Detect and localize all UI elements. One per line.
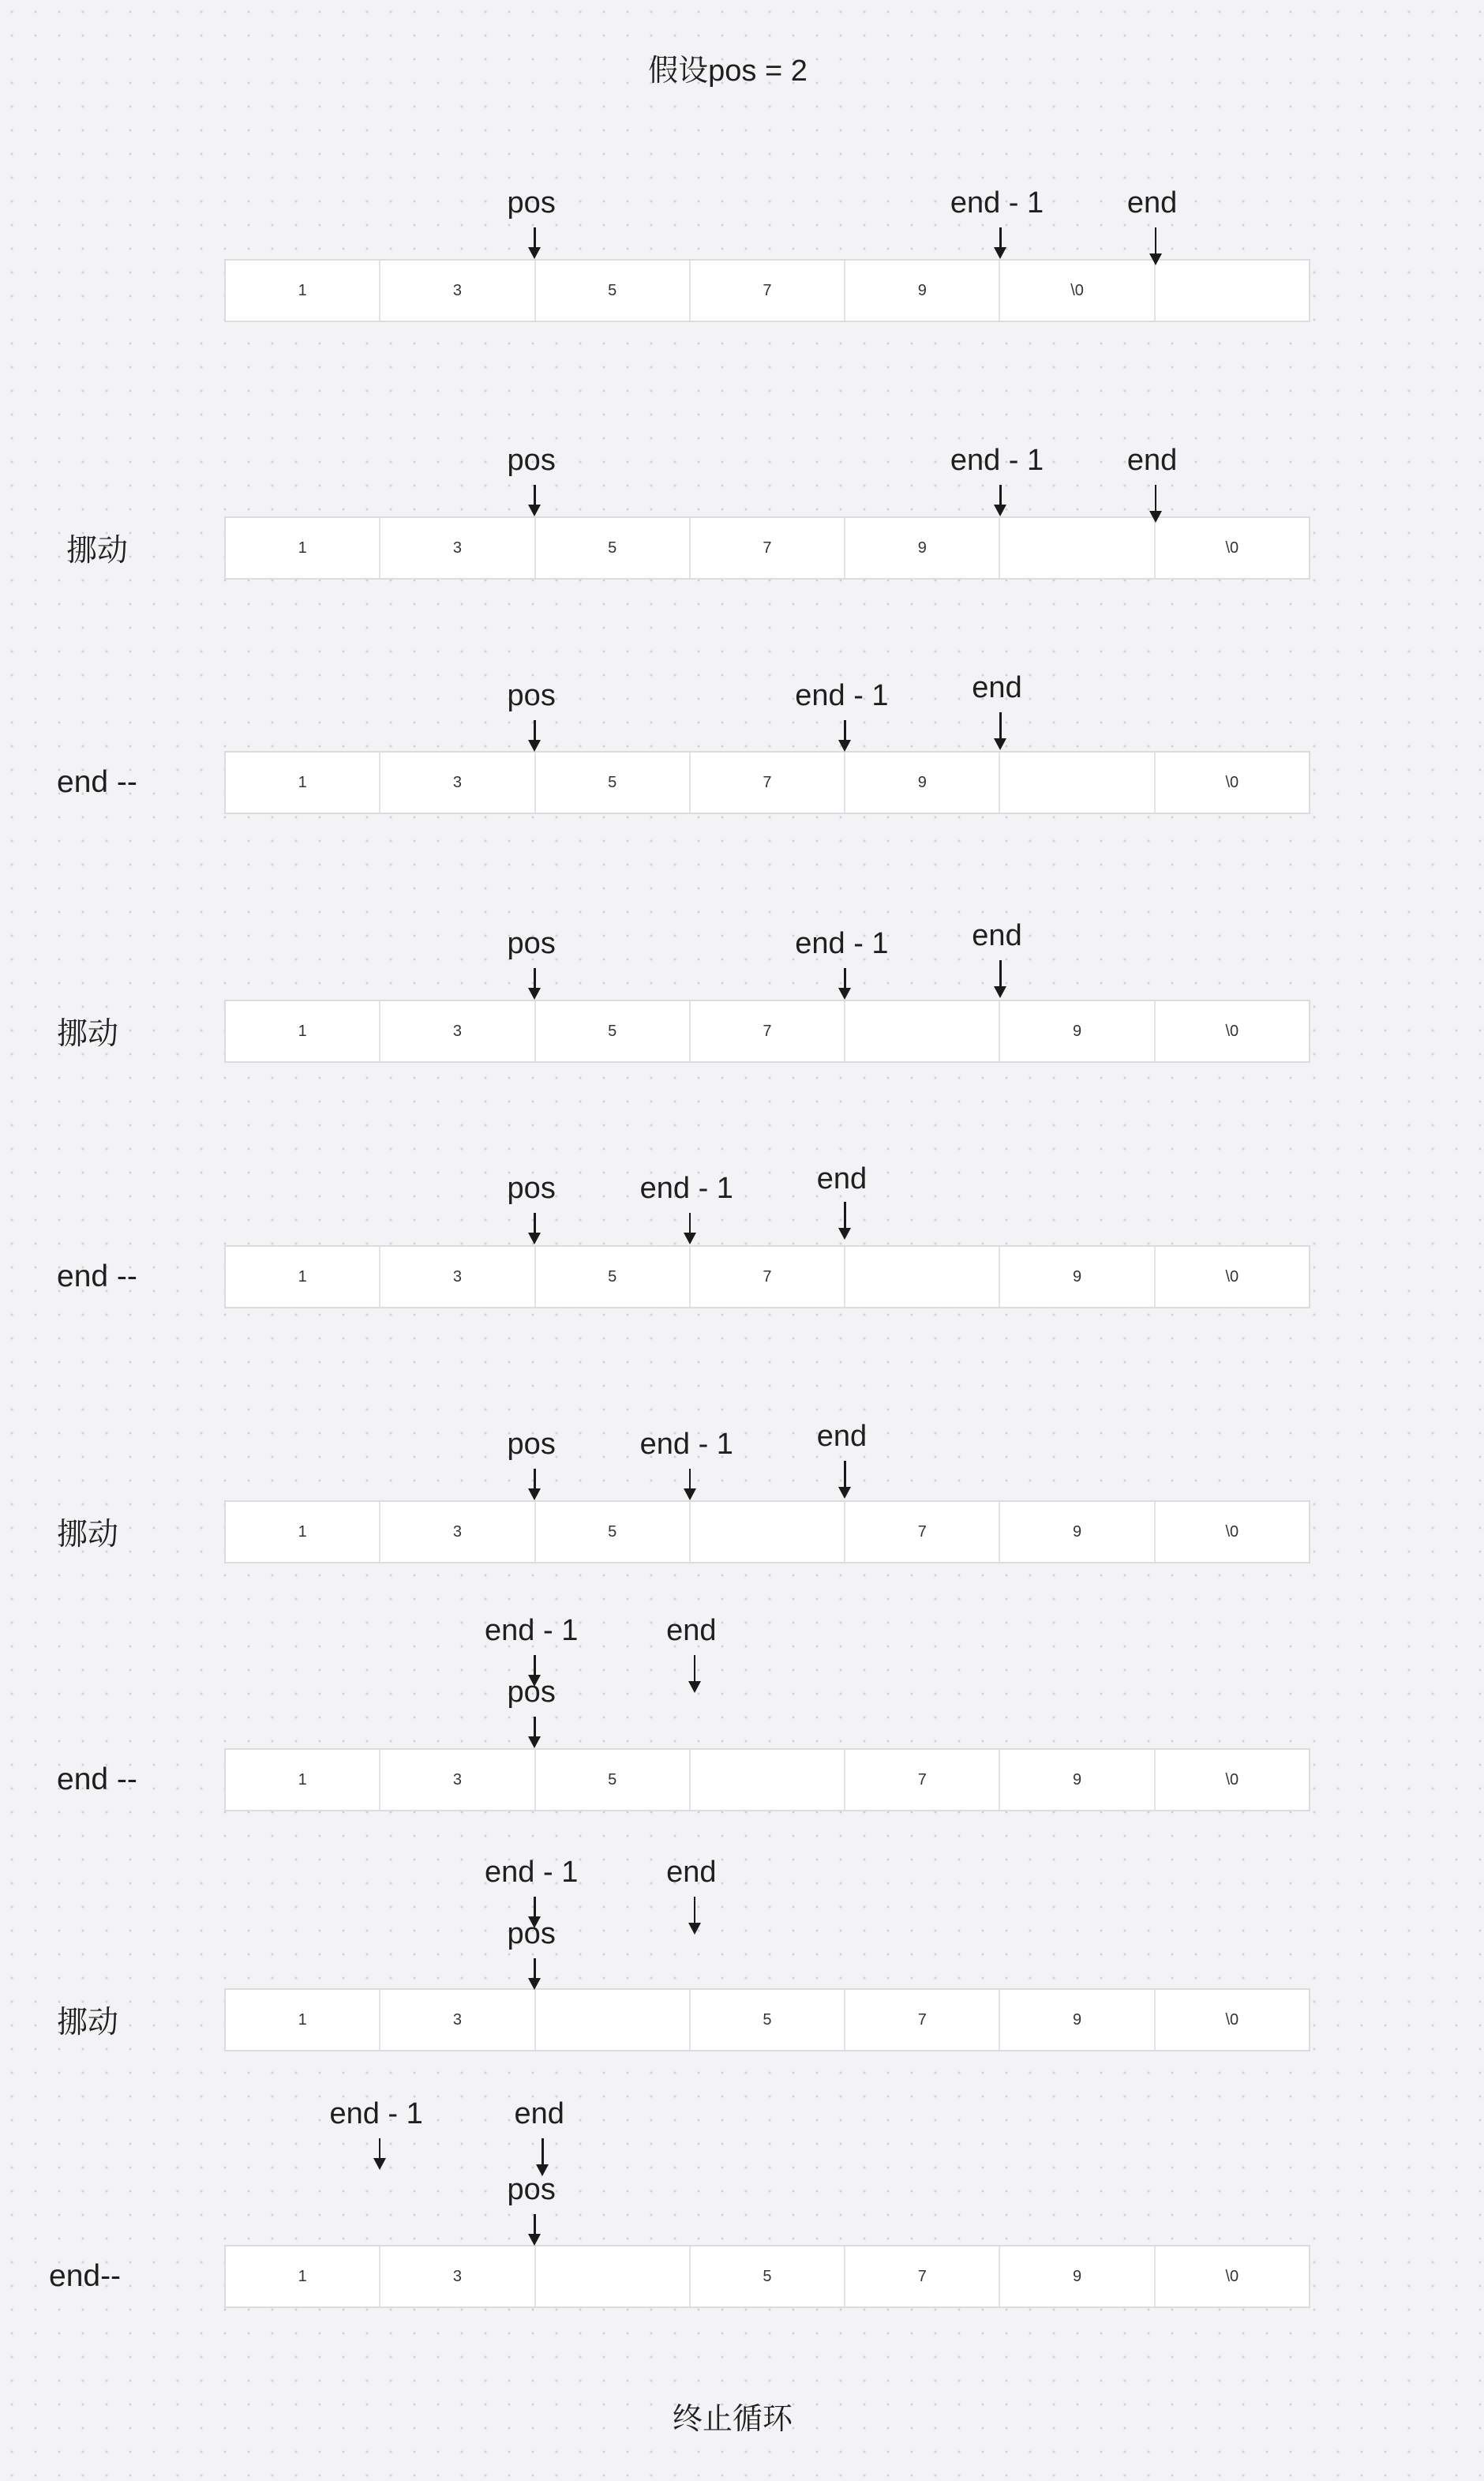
array-cell: 9	[845, 518, 1000, 578]
pointer-label: pos	[507, 1428, 556, 1461]
array-cell: 1	[226, 1247, 380, 1307]
arrow-shaft	[689, 1469, 691, 1491]
array-cell: 9	[1000, 1001, 1155, 1061]
arrow-shaft	[534, 1958, 536, 1980]
down-arrow-icon	[994, 960, 1006, 998]
arrow-head	[994, 738, 1006, 750]
array-cell: 1	[226, 2246, 380, 2306]
arrow-head	[528, 1736, 541, 1748]
array-cell	[1000, 753, 1155, 813]
pointer-label: end	[816, 1162, 868, 1195]
pointer-label: pos	[507, 1172, 556, 1205]
array-cell: 3	[380, 1247, 535, 1307]
down-arrow-icon	[536, 2138, 549, 2176]
array-cell: 7	[845, 2246, 1000, 2306]
down-arrow-icon	[528, 968, 541, 1000]
down-arrow-icon	[528, 1717, 541, 1748]
pointer-label: pos	[507, 927, 556, 960]
arrow-head	[528, 1978, 541, 1990]
pointer-label: end - 1	[639, 1172, 733, 1205]
array-cell: 7	[845, 1502, 1000, 1562]
array-cell: 7	[845, 1750, 1000, 1810]
pointer-label: end	[816, 1420, 868, 1453]
arrow-shaft	[534, 1469, 536, 1491]
array-cell: 3	[380, 261, 535, 321]
down-arrow-icon	[684, 1213, 696, 1244]
pointer-label: end	[1126, 186, 1178, 220]
array-cell: \0	[1225, 773, 1239, 791]
arrow-shaft	[534, 227, 536, 250]
down-arrow-icon	[528, 227, 541, 259]
arrow-head	[838, 988, 851, 1000]
pointer-label: end - 1	[485, 1856, 579, 1889]
arrow-shaft	[534, 1213, 536, 1235]
down-arrow-icon	[688, 1655, 701, 1693]
array-cell: 9	[845, 261, 1000, 321]
array-cell: 9	[1000, 1502, 1155, 1562]
array-cell: 5	[691, 2246, 845, 2306]
array-row	[224, 751, 1310, 814]
arrow-shaft	[689, 1213, 691, 1235]
array-cell: 9	[1000, 2246, 1155, 2306]
array-cell: 7	[691, 518, 845, 578]
pointer-label: end	[514, 2097, 564, 2130]
down-arrow-icon	[838, 1202, 851, 1240]
down-arrow-icon	[528, 2214, 541, 2246]
step-label: 挪动	[57, 2006, 119, 2040]
array-row	[224, 259, 1310, 322]
array-row	[224, 1988, 1310, 2051]
pointer-label: end - 1	[639, 1428, 733, 1461]
step-label: end--	[49, 2259, 122, 2293]
arrow-shaft	[542, 2138, 544, 2167]
pointer-label: pos	[507, 186, 556, 220]
array-cell: \0	[1225, 1022, 1239, 1040]
array-cell: 3	[380, 2246, 535, 2306]
down-arrow-icon	[528, 1958, 541, 1990]
arrow-head	[1149, 511, 1162, 523]
array-cell: 3	[380, 1750, 535, 1810]
pointer-label: end	[972, 919, 1022, 952]
diagram-title: 假设pos = 2	[648, 54, 808, 88]
array-row	[224, 516, 1310, 580]
step-label: end --	[57, 765, 137, 799]
array-row	[224, 1000, 1310, 1063]
pointer-label: end	[972, 671, 1022, 704]
arrow-shaft	[694, 1897, 696, 1925]
array-cell	[691, 1502, 845, 1562]
pointer-label: pos	[507, 2173, 556, 2206]
arrow-shaft	[844, 968, 846, 990]
array-cell: \0	[1000, 261, 1155, 321]
arrow-head	[994, 986, 1006, 998]
array-cell: \0	[1225, 1770, 1239, 1788]
pointer-label: end	[666, 1856, 717, 1889]
down-arrow-icon	[994, 227, 1006, 259]
array-cell: 9	[845, 753, 1000, 813]
diagram-footer: 终止循环	[672, 2403, 793, 2436]
arrow-shaft	[534, 1717, 536, 1739]
arrow-head	[528, 988, 541, 1000]
array-row	[224, 1245, 1310, 1308]
array-cell: 3	[380, 1502, 535, 1562]
arrow-head	[684, 1233, 696, 1244]
pointer-label: end - 1	[795, 679, 889, 712]
pointer-label: end - 1	[950, 186, 1044, 220]
array-cell	[536, 1990, 691, 2050]
array-cell: 7	[691, 261, 845, 321]
arrow-shaft	[534, 1655, 536, 1677]
pointer-label: pos	[507, 444, 556, 477]
arrow-head	[684, 1488, 696, 1500]
array-cell	[845, 1247, 1000, 1307]
array-cell	[1156, 261, 1309, 321]
step-label: end --	[57, 1259, 137, 1293]
array-cell: 5	[691, 1990, 845, 2050]
pointer-label: end - 1	[795, 927, 889, 960]
array-cell: 1	[226, 753, 380, 813]
array-cell	[691, 1750, 845, 1810]
arrow-shaft	[1155, 227, 1157, 256]
down-arrow-icon	[684, 1469, 696, 1500]
arrow-shaft	[379, 2138, 381, 2160]
arrow-shaft	[694, 1655, 696, 1683]
step-label: end --	[57, 1762, 137, 1796]
arrow-shaft	[1155, 485, 1157, 513]
pointer-label: pos	[507, 679, 556, 712]
array-cell: 5	[536, 1502, 691, 1562]
down-arrow-icon	[528, 485, 541, 516]
array-cell: \0	[1225, 2010, 1239, 2029]
arrow-head	[838, 1487, 851, 1499]
array-cell: 1	[226, 1750, 380, 1810]
array-cell: 1	[226, 1502, 380, 1562]
down-arrow-icon	[994, 712, 1006, 750]
arrow-head	[994, 247, 1006, 259]
arrow-head	[688, 1923, 701, 1935]
arrow-head	[1149, 253, 1162, 265]
down-arrow-icon	[688, 1897, 701, 1935]
array-cell: 7	[691, 1001, 845, 1061]
arrow-shaft	[534, 1897, 536, 1919]
down-arrow-icon	[373, 2138, 386, 2170]
arrow-head	[838, 740, 851, 752]
arrow-shaft	[534, 485, 536, 507]
pointer-label: end - 1	[485, 1614, 579, 1647]
array-cell: 9	[1000, 1247, 1155, 1307]
arrow-shaft	[999, 712, 1002, 741]
step-label: 挪动	[57, 1518, 119, 1552]
arrow-shaft	[534, 2214, 536, 2236]
array-row	[224, 1748, 1310, 1811]
array-cell: 3	[380, 1001, 535, 1061]
down-arrow-icon	[1149, 485, 1162, 523]
arrow-shaft	[844, 720, 846, 742]
array-cell: 1	[226, 1001, 380, 1061]
array-cell: 3	[380, 1990, 535, 2050]
down-arrow-icon	[838, 720, 851, 752]
down-arrow-icon	[528, 720, 541, 752]
down-arrow-icon	[528, 1213, 541, 1244]
arrow-shaft	[534, 720, 536, 742]
arrow-head	[373, 2158, 386, 2170]
array-cell: \0	[1225, 1522, 1239, 1541]
array-cell: 1	[226, 518, 380, 578]
pointer-label: end	[666, 1614, 717, 1647]
arrow-shaft	[999, 227, 1002, 250]
arrow-head	[528, 740, 541, 752]
arrow-head	[528, 1233, 541, 1244]
array-cell: 7	[845, 1990, 1000, 2050]
array-cell: 3	[380, 753, 535, 813]
array-cell	[1000, 518, 1155, 578]
array-cell	[536, 2246, 691, 2306]
arrow-head	[838, 1228, 851, 1240]
pointer-label: end - 1	[329, 2097, 423, 2130]
pointer-label: end	[1126, 444, 1178, 477]
array-cell: 5	[536, 518, 691, 578]
arrow-head	[528, 1488, 541, 1500]
array-cell: 5	[536, 261, 691, 321]
pointer-label: pos	[507, 1917, 556, 1950]
array-cell: \0	[1225, 539, 1239, 557]
down-arrow-icon	[994, 485, 1006, 516]
array-cell: 1	[226, 1990, 380, 2050]
down-arrow-icon	[838, 968, 851, 1000]
array-cell: 5	[536, 753, 691, 813]
array-cell: 9	[1000, 1990, 1155, 2050]
array-cell: 7	[691, 1247, 845, 1307]
array-cell: 5	[536, 1247, 691, 1307]
array-cell: 5	[536, 1750, 691, 1810]
down-arrow-icon	[1149, 227, 1162, 265]
array-cell	[845, 1001, 1000, 1061]
array-cell: 9	[1000, 1750, 1155, 1810]
array-row	[224, 1500, 1310, 1563]
array-cell: \0	[1225, 2267, 1239, 2285]
arrow-shaft	[999, 960, 1002, 989]
array-cell: 3	[380, 518, 535, 578]
step-label: 挪动	[57, 1017, 119, 1051]
down-arrow-icon	[838, 1461, 851, 1499]
arrow-head	[994, 505, 1006, 516]
array-row	[224, 2245, 1310, 2308]
arrow-head	[528, 247, 541, 259]
arrow-shaft	[844, 1461, 846, 1489]
arrow-head	[528, 2234, 541, 2246]
arrow-head	[688, 1681, 701, 1693]
arrow-shaft	[534, 968, 536, 990]
array-cell: 1	[226, 261, 380, 321]
step-label: 挪动	[66, 534, 129, 568]
array-cell: 7	[691, 753, 845, 813]
array-cell: \0	[1225, 1267, 1239, 1286]
arrow-head	[528, 505, 541, 516]
pointer-label: end - 1	[950, 444, 1044, 477]
array-cell: 5	[536, 1001, 691, 1061]
down-arrow-icon	[528, 1469, 541, 1500]
arrow-shaft	[999, 485, 1002, 507]
pointer-label: pos	[507, 1676, 556, 1709]
arrow-shaft	[844, 1202, 846, 1230]
